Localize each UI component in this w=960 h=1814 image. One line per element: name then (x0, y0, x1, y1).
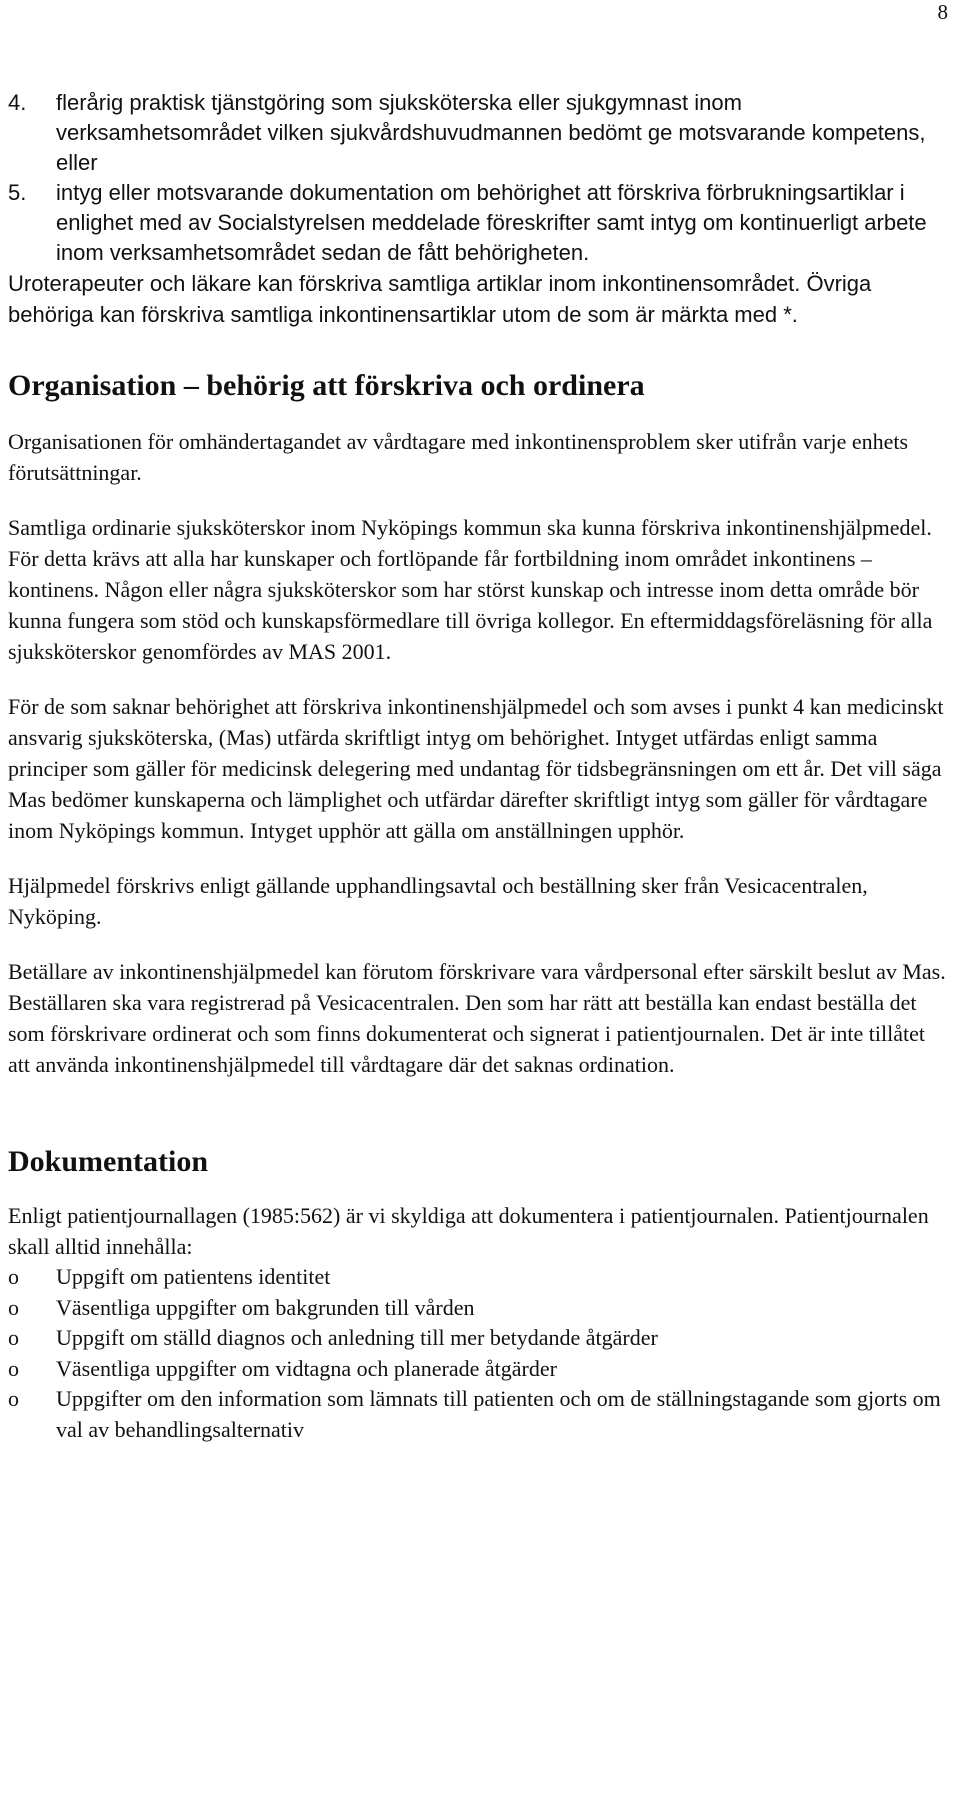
organisation-paragraph: Samtliga ordinarie sjuksköterskor inom Nyköpings kommun ska kunna förskriva inkontinenshjälpmedel. För detta krävs att alla har kunskaper och fortlöpande får fortbildning inom området inkontinens – kontinens. Någon eller några sjuksköterskor som har störst kunskap och intresse inom detta område bör kunna fungera som stöd och kunskapsförmedlare till övriga kollegor. En eftermiddagsföreläsning för alla sjuksköterskor genomfördes av MAS 2001. (8, 515, 933, 664)
uroterapeuter-paragraph: Uroterapeuter och läkare kan förskriva samtliga artiklar inom inkontinensområdet. Övriga behöriga kan förskriva samtliga inkontinensartiklar utom de som är märkta med *. (8, 271, 872, 327)
organisation-paragraph: För de som saknar behörighet att förskriva inkontinenshjälpmedel och som avses i punkt 4 kan medicinskt ansvarig sjuksköterska, (Mas) utfärda skriftligt intyg om behörighet. Intyget utfärdas enligt samma principer som gäller för medicinsk delegering med undantag för tidsbegränsningen om ett år. Det vill säga Mas bedömer kunskaperna och lämplighet och utfärdar därefter skriftligt intyg som gäller för vårdtagare inom Nyköpings kommun. Intyget upphör att gälla om anställningen upphör. (8, 694, 944, 843)
bullet-text: Väsentliga uppgifter om bakgrunden till vården (56, 1294, 475, 1320)
dokumentation-bullet-list (8, 1262, 948, 1445)
bullet-text: Väsentliga uppgifter om vidtagna och planerade åtgärder (56, 1355, 557, 1381)
page-number: 8 (937, 0, 948, 24)
bullet-marker: o (8, 1264, 19, 1289)
bullet-marker: o (8, 1355, 19, 1381)
list-number: 5. (8, 180, 27, 205)
bullet-item (8, 1262, 948, 1293)
list-item-text: flerårig praktisk tjänstgöring som sjuksköterska eller sjukgymnast inom verksamhetsområdet vilken sjukvårdshuvudmannen bedömt ge motsvarande kompetens, eller (56, 90, 926, 175)
numbered-list-item (8, 88, 948, 178)
bullet-text: Uppgift om patientens identitet (56, 1264, 331, 1289)
organisation-paragraph: Hjälpmedel förskrivs enligt gällande upphandlingsavtal och beställning sker från Vesicacentralen, Nyköping. (8, 873, 868, 929)
organisation-heading: Organisation – behörig att förskriva och ordinera (8, 369, 645, 402)
bullet-marker: o (8, 1325, 19, 1350)
list-item-text: intyg eller motsvarande dokumentation om behörighet att förskriva förbrukningsartiklar i enlighet med av Socialstyrelsen meddelade föreskrifter samt intyg om kontinuerligt arbete inom verksamhetsområdet sedan de fått behörigheten. (56, 180, 927, 265)
numbered-list (8, 88, 948, 268)
bullet-text: Uppgifter om den information som lämnats till patienten och om de ställningstagande som gjorts om val av behandlingsalternativ (56, 1386, 941, 1442)
organisation-paragraph: Betällare av inkontinenshjälpmedel kan förutom förskrivare vara vårdpersonal efter särskilt beslut av Mas. Beställaren ska vara registrerad på Vesicacentralen. Den som har rätt att beställa kan endast beställa det som förskrivare ordinerat och som finns dokumenterat och signerat i patientjournalen. Det är inte tillåtet att använda inkontinenshjälpmedel till vårdtagare där det saknas ordination. (8, 959, 946, 1077)
organisation-paragraph: Organisationen för omhändertagandet av vårdtagare med inkontinensproblem sker utifrån varje enhets förutsättningar. (8, 429, 909, 485)
numbered-list-item (8, 178, 948, 268)
dokumentation-heading: Dokumentation (8, 1145, 209, 1178)
bullet-item (8, 1323, 948, 1354)
dokumentation-intro: Enligt patientjournallagen (1985:562) är vi skyldiga att dokumentera i patientjournalen. Patientjournalen skall alltid innehålla: (8, 1203, 929, 1259)
bullet-marker: o (8, 1294, 19, 1320)
bullet-marker: o (8, 1386, 19, 1411)
bullet-item (8, 1293, 948, 1324)
bullet-item (8, 1384, 948, 1445)
bullet-item (8, 1354, 948, 1385)
bullet-text: Uppgift om ställd diagnos och anledning till mer betydande åtgärder (56, 1325, 658, 1350)
list-number: 4. (8, 90, 27, 115)
page-content (8, 88, 948, 1445)
